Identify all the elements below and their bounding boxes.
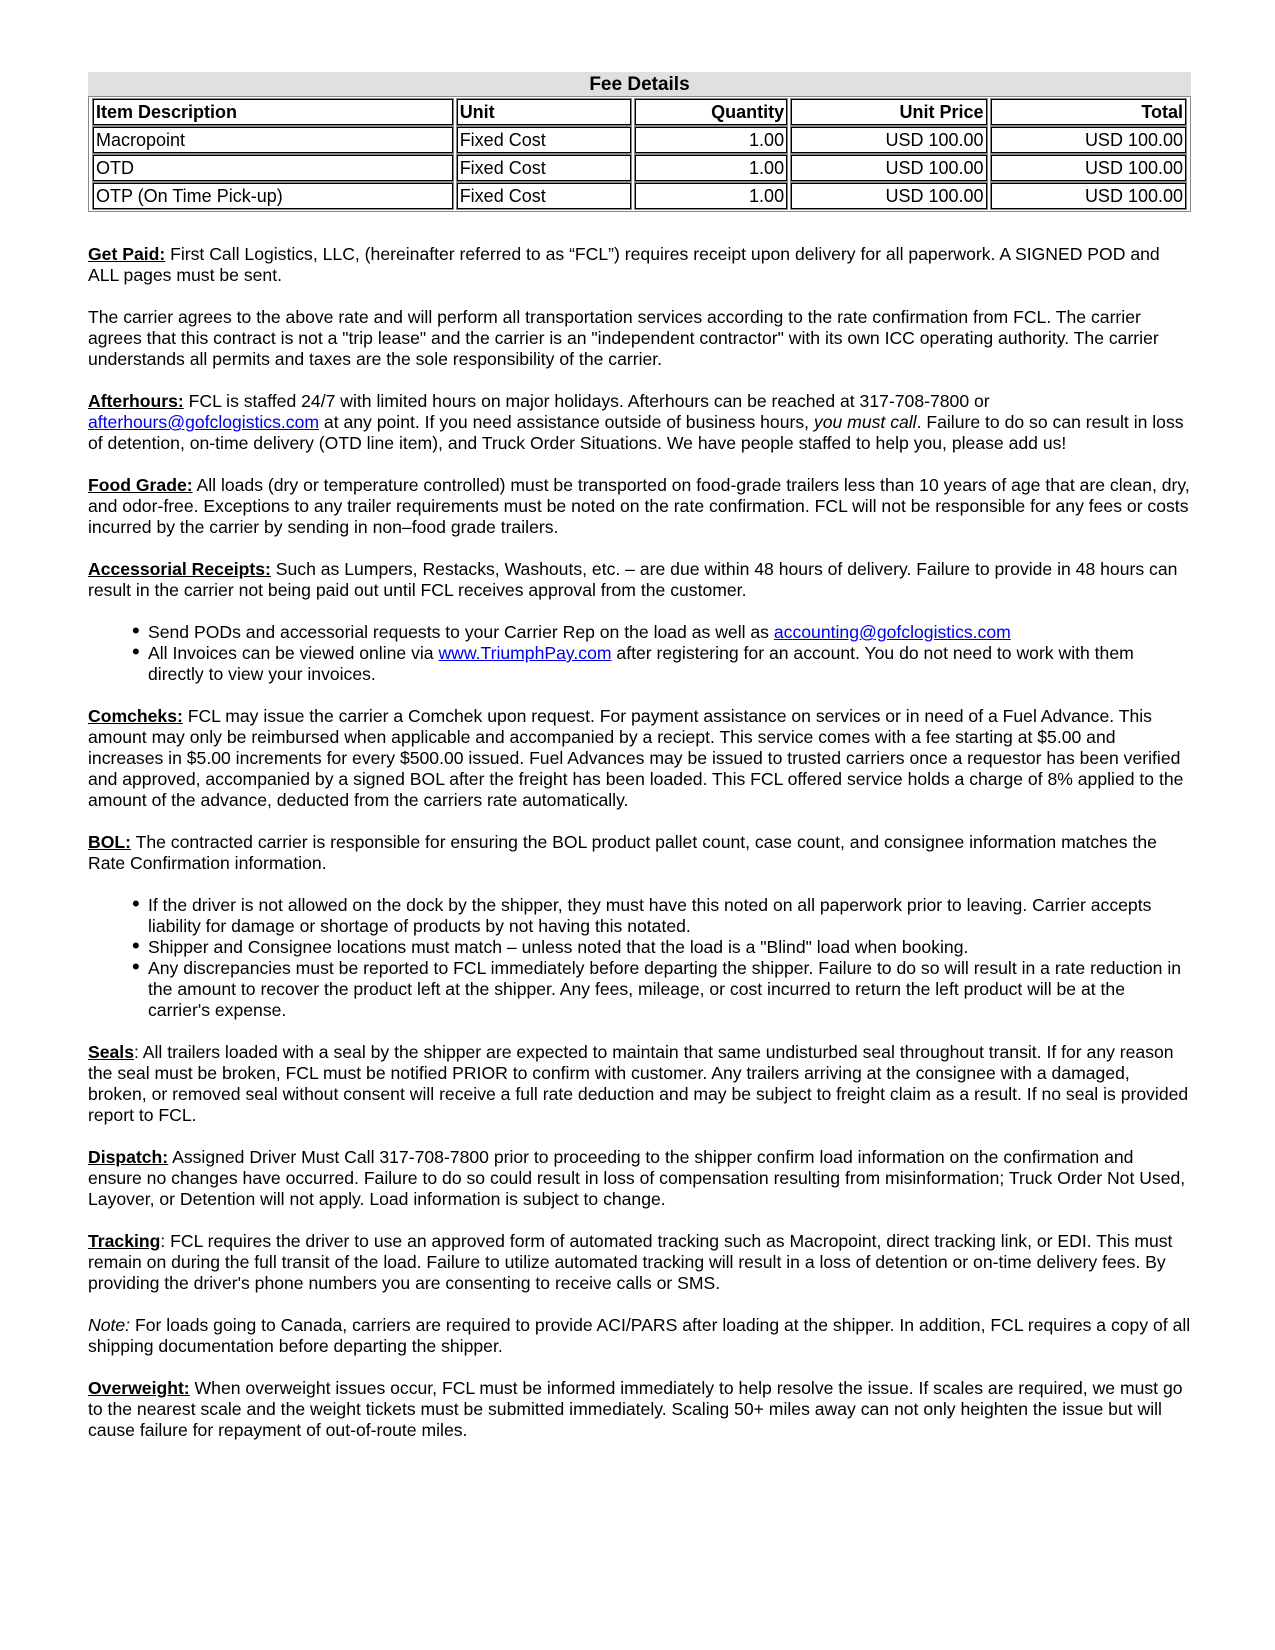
food-grade-text: All loads (dry or temperature controlled) must be transported on food-grade trailers less than 10 years of age that are clean, dry, and odor-free. Exceptions to any trailer requirements must be noted on the rate confirmation. FCL will not be responsible for any fees or costs incurred by the carrier by sending in non–food grade trailers. — [88, 475, 1190, 537]
terms-body — [88, 244, 1191, 1441]
unit-price-cell: USD 100.00 — [791, 183, 986, 209]
afterhours-email-link[interactable]: afterhours@gofclogistics.com — [88, 412, 320, 432]
list-item — [148, 622, 1191, 643]
document-page — [88, 72, 1191, 1462]
seals-label: Seals — [88, 1042, 134, 1062]
get-paid-text: First Call Logistics, LLC, (hereinafter referred to as “FCL”) requires receipt upon delivery for all paperwork. A SIGNED POD and ALL pages must be sent. — [88, 244, 1160, 285]
total-cell: USD 100.00 — [991, 183, 1186, 209]
bol-paragraph — [88, 832, 1191, 874]
list-item: • Shipper and Consignee locations must match – unless noted that the load is a "Blind" load when booking. — [148, 937, 1191, 958]
column-header-unit-price: Unit Price — [791, 99, 986, 125]
accessorial-bullet-1-text: Send PODs and accessorial requests to your Carrier Rep on the load as well as — [148, 622, 774, 642]
comcheks-text: FCL may issue the carrier a Comchek upon request. For payment assistance on services or in need of a Fuel Advance. This amount may only be reimbursed when applicable and accompanied by a reciept. This service comes with a fee starting at $5.00 and increases in $5.00 increments for every $500.00 issued. Fuel Advances may be issued to trusted carriers once a requestor has been verified and approved, accompanied by a signed BOL after the freight has been loaded. This FCL offered service holds a charge of 8% applied to the amount of the advance, deducted from the carriers rate automatically. — [88, 706, 1184, 810]
comcheks-paragraph — [88, 706, 1191, 811]
tracking-text: : FCL requires the driver to use an approved form of automated tracking such as Macropoint, direct tracking link, or EDI. This must remain on during the full transit of the load. Failure to utilize automated tracking will result in a loss of detention or on-time delivery fees. By providing the driver's phone numbers you are consenting to receive calls or SMS. — [88, 1231, 1173, 1293]
unit-cell: Fixed Cost — [457, 183, 632, 209]
accounting-email-link[interactable]: accounting@gofclogistics.com — [773, 622, 1011, 642]
accessorial-bullet-2-text-2: after registering for an account. You do not need to work with them directly to view your invoices. — [148, 643, 1134, 684]
triumphpay-link[interactable]: www.TriumphPay.com — [438, 643, 612, 663]
bol-label: BOL: — [88, 832, 131, 852]
accessorial-bullet-list — [88, 622, 1191, 685]
list-item — [148, 643, 1191, 685]
dispatch-text: Assigned Driver Must Call 317-708-7800 prior to proceeding to the shipper confirm load information on the confirmation and ensure no changes have occurred. Failure to do so could result in loss of compensation resulting from misinformation; Truck Order Not Used, Layover, or Detention will not apply. Load information is subject to change. — [88, 1147, 1186, 1209]
fee-details-title: Fee Details — [88, 72, 1191, 96]
agreement-paragraph: The carrier agrees to the above rate and will perform all transportation services according to the rate confirmation from FCL. The carrier agrees that this contract is not a "trip lease" and the carrier is an "independent contractor" with its own ICC operating authority. The carrier understands all permits and taxes are the sole responsibility of the carrier. — [88, 307, 1159, 369]
note-text: For loads going to Canada, carriers are required to provide ACI/PARS after loading at the shipper. In addition, FCL requires a copy of all shipping documentation before departing the shipper. — [88, 1315, 1191, 1356]
dispatch-paragraph — [88, 1147, 1191, 1210]
table-row — [93, 155, 1186, 181]
tracking-label: Tracking — [88, 1231, 161, 1251]
afterhours-paragraph — [88, 391, 1191, 454]
item-description-cell: OTP (On Time Pick-up) — [93, 183, 453, 209]
item-description-cell: OTD — [93, 155, 453, 181]
fee-details-table — [88, 96, 1191, 212]
accessorial-text: Such as Lumpers, Restacks, Washouts, etc. – are due within 48 hours of delivery. Failure to provide in 48 hours can result in the carrier not being paid out until FCL receives approval from the customer. — [88, 559, 1178, 600]
overweight-paragraph — [88, 1378, 1191, 1441]
food-grade-paragraph — [88, 475, 1191, 538]
column-header-total: Total — [991, 99, 1186, 125]
unit-price-cell: USD 100.00 — [791, 127, 986, 153]
afterhours-text-3: . Failure to do so can result in loss of detention, on-time delivery (OTD line item), and Truck Order Situations. We have people staffed to help you, please add us! — [88, 412, 1184, 453]
accessorial-label: Accessorial Receipts: — [88, 559, 271, 579]
get-paid-paragraph — [88, 244, 1191, 286]
table-header-row — [93, 99, 1186, 125]
quantity-cell: 1.00 — [635, 127, 787, 153]
afterhours-label: Afterhours: — [88, 391, 184, 411]
table-row — [93, 127, 1186, 153]
afterhours-text-2: at any point. If you need assistance outside of business hours, — [319, 412, 814, 432]
unit-cell: Fixed Cost — [457, 155, 632, 181]
accessorial-paragraph — [88, 559, 1191, 601]
unit-cell: Fixed Cost — [457, 127, 632, 153]
column-header-quantity: Quantity — [635, 99, 787, 125]
bol-text: The contracted carrier is responsible for ensuring the BOL product pallet count, case count, and consignee information matches the Rate Confirmation information. — [88, 832, 1157, 873]
total-cell: USD 100.00 — [991, 155, 1186, 181]
total-cell: USD 100.00 — [991, 127, 1186, 153]
list-item: • Any discrepancies must be reported to FCL immediately before departing the shipper. Failure to do so will result in a rate reduction in the amount to recover the product left at the shipper. Any fees, mileage, or cost incurred to return the left product will be at the carrier's expense. — [148, 958, 1191, 1021]
comcheks-label: Comcheks: — [88, 706, 183, 726]
column-header-unit: Unit — [457, 99, 632, 125]
afterhours-text: FCL is staffed 24/7 with limited hours on major holidays. Afterhours can be reached at 317-708-7800 or — [183, 391, 990, 411]
quantity-cell: 1.00 — [635, 155, 787, 181]
quantity-cell: 1.00 — [635, 183, 787, 209]
column-header-item-description: Item Description — [93, 99, 453, 125]
overweight-label: Overweight: — [88, 1378, 190, 1398]
dispatch-label: Dispatch: — [88, 1147, 169, 1167]
seals-text: : All trailers loaded with a seal by the shipper are expected to maintain that same undisturbed seal throughout transit. If for any reason the seal must be broken, FCL must be notified PRIOR to confirm with customer. Any trailers arriving at the consignee with a damaged, broken, or removed seal without consent will receive a full rate deduction and may be subject to freight claim as a result. If no seal is provided report to FCL. — [88, 1042, 1189, 1125]
note-label: Note: — [88, 1315, 131, 1335]
get-paid-label: Get Paid: — [88, 244, 166, 264]
seals-paragraph — [88, 1042, 1191, 1126]
note-paragraph — [88, 1315, 1191, 1357]
unit-price-cell: USD 100.00 — [791, 155, 986, 181]
food-grade-label: Food Grade: — [88, 475, 193, 495]
bol-bullet-list — [88, 895, 1191, 1021]
table-row — [93, 183, 1186, 209]
item-description-cell: Macropoint — [93, 127, 453, 153]
accessorial-bullet-2-text: All Invoices can be viewed online via — [148, 643, 439, 663]
tracking-paragraph — [88, 1231, 1191, 1294]
afterhours-emphasis: you must call — [813, 412, 917, 432]
list-item: • If the driver is not allowed on the dock by the shipper, they must have this noted on all paperwork prior to leaving. Carrier accepts liability for damage or shortage of products by not having this notated. — [148, 895, 1191, 937]
overweight-text: When overweight issues occur, FCL must be informed immediately to help resolve the issue. If scales are required, we must go to the nearest scale and the weight tickets must be submitted immediately. Scaling 50+ miles away can not only heighten the issue but will cause failure for repayment of out-of-route miles. — [88, 1378, 1183, 1440]
